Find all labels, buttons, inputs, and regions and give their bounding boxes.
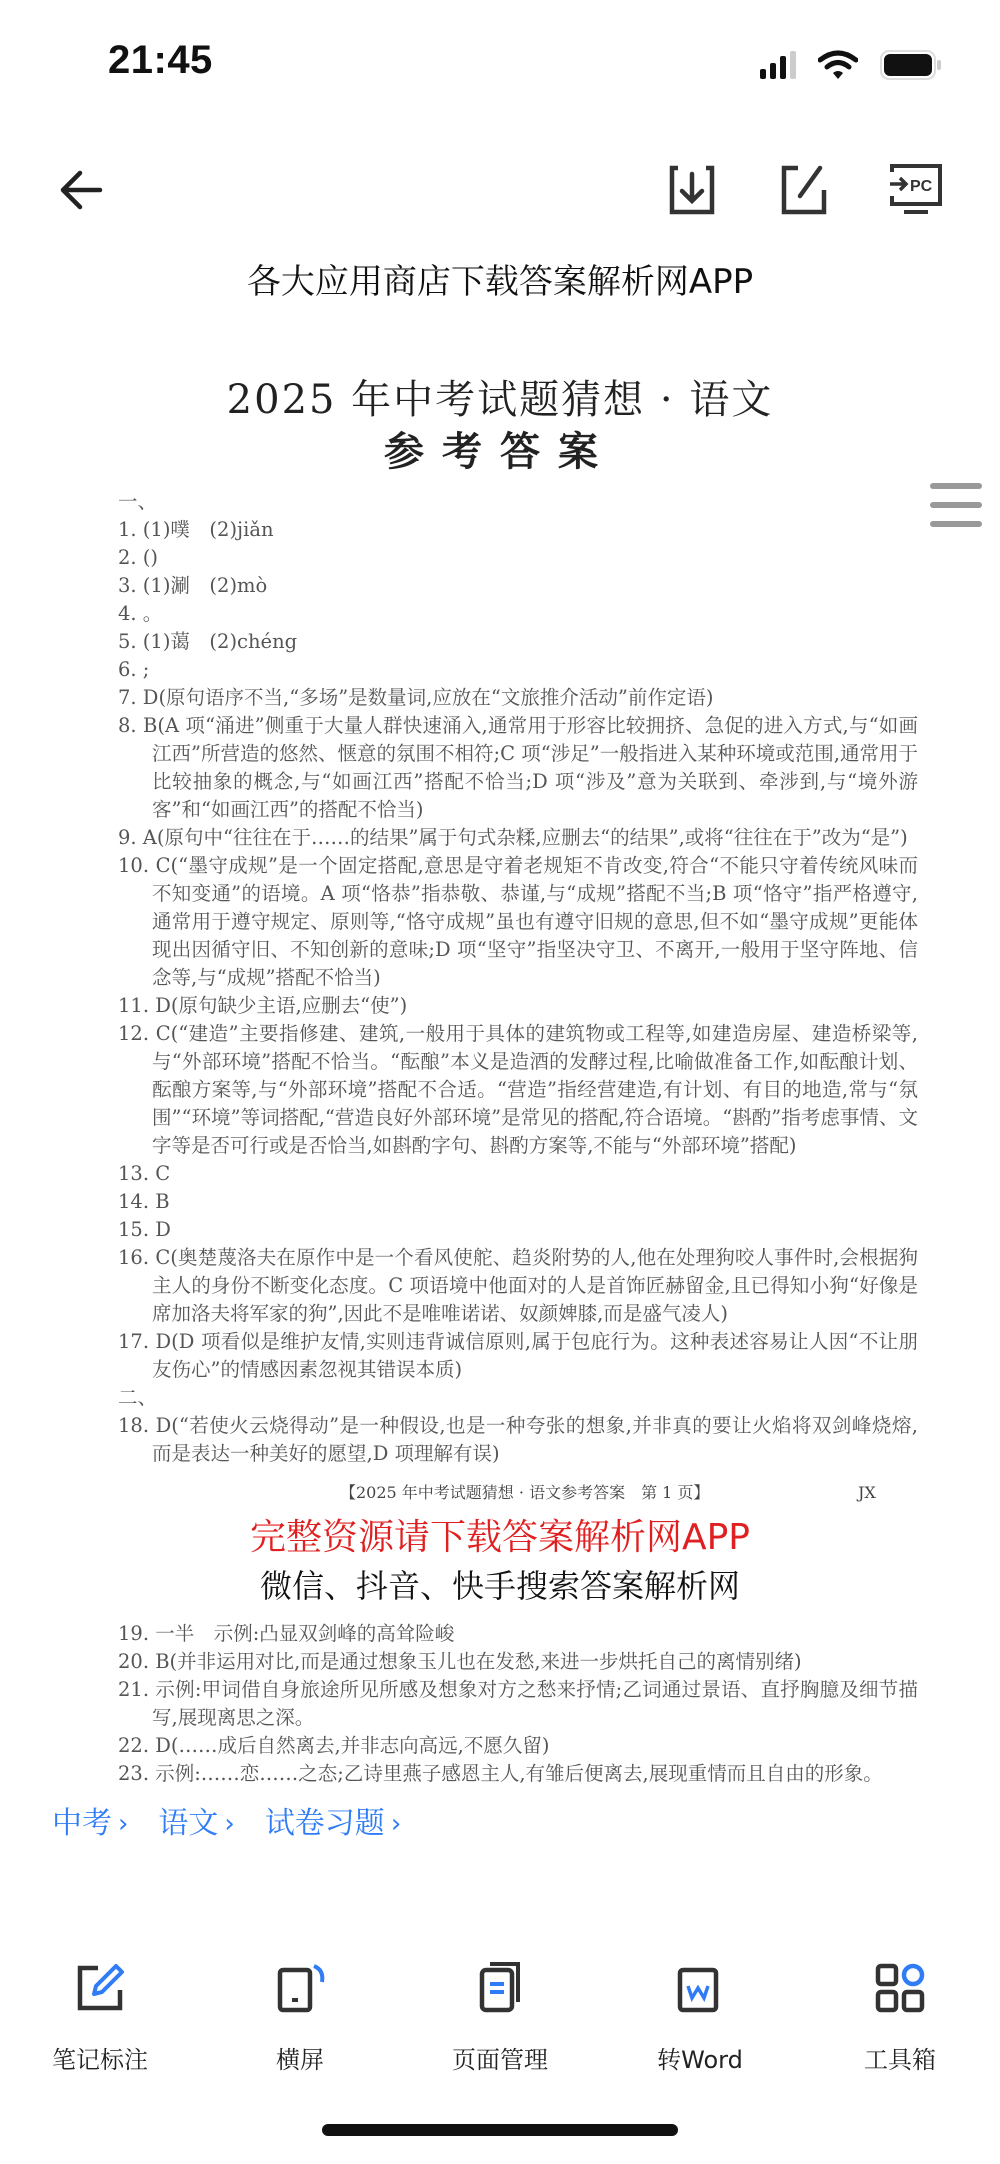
answer-item: 14. B (118, 1190, 170, 1213)
page-footer-code: JX (858, 1483, 876, 1502)
rotate-landscape-icon (272, 1960, 328, 2016)
chevron-right-icon: › (118, 1809, 129, 1839)
breadcrumb-label: 中考 (52, 1806, 112, 1841)
landscape-button[interactable] (210, 1960, 390, 2090)
answer-item: 9. A(原句中“往往在于……的结果”属于句式杂糅,应删去“的结果”,或将“往往在于”改为“是”) (118, 826, 908, 849)
answer-page-1 (118, 488, 918, 1468)
page-footer-text: 【2025 年中考试题猜想 · 语文参考答案 第 1 页】 (340, 1483, 710, 1502)
watermark-top-left: 各大应用商店下载答案解析网APP (246, 262, 754, 302)
answer-item: 16. C(奥楚蔑洛夫在原作中是一个看风使舵、趋炎附势的人,他在处理狗咬人事件时,会根据狗主人的身份不断变化态度。C 项语境中他面对的人是首饰匠赫留金,且已得知小狗“好像是席加洛夫将军家的狗”,因此不是唯唯诺诺、奴颜婢膝,而是盛气凌人) (118, 1246, 918, 1325)
note-annotate-button[interactable] (10, 1960, 190, 2090)
page-gap (0, 1510, 1000, 1614)
chevron-right-icon: › (390, 1809, 402, 1839)
status-time: 21:45 (108, 38, 213, 82)
page-footer (0, 1476, 1000, 1510)
breadcrumb-label: 语文 (158, 1806, 219, 1841)
answer-item: 10. C(“墨守成规”是一个固定搭配,意思是守着老规矩不肯改变,符合“不能只守着传统风味而不知变通”的语境。A 项“恪恭”指恭敬、恭谨,与“成规”搭配不当;B 项“恪守”指严格遵守,通常用于遵守规定、原则等,“恪守成规”虽也有遵守旧规的意思,但不如“墨守成规”更能体现出因循守旧、不知创新的意味;D 项“坚守”指坚决守卫、不离开,一般用于坚守阵地、信念等,与“成规”搭配不恰当) (118, 854, 918, 989)
answer-item: 1. (1)噗 (2)jiǎn (118, 518, 274, 541)
answer-item: 7. D(原句语序不当,“多场”是数量词,应放在“文旅推介活动”前作定语) (118, 686, 714, 709)
answer-item: 15. D (118, 1218, 171, 1241)
toolbar-label: 转Word (657, 2046, 743, 2074)
answer-item: 8. B(A 项“涌进”侧重于大量人群快速涌入,通常用于形容比较拥挤、急促的进入方式,与“如画江西”所营造的悠然、惬意的氛围不相符;C 项“涉足”一般指进入某种环境或范围,通常用于比较抽象的概念,与“如画江西”搭配不恰当;D 项“涉及”意为关联到、牵涉到,与“境外游客”和“如画江西”的搭配不恰当) (118, 714, 918, 821)
page-manage-icon (472, 1960, 528, 2016)
answer-item: 18. D(“若使火云烧得动”是一种假设,也是一种夸张的想象,并非真的要让火焰将双剑峰烧熔,而是表达一种美好的愿望,D 项理解有误) (118, 1414, 918, 1465)
answer-item: 21. 示例:甲词借自身旅途所见所感及想象对方之愁来抒情;乙词通过景语、直抒胸臆及细节描写,展现离思之深。 (118, 1678, 918, 1729)
toolbar-label: 笔记标注 (52, 2046, 148, 2074)
answer-item: 3. (1)涮 (2)mò (118, 574, 268, 597)
chevron-right-icon: › (224, 1809, 235, 1839)
answer-item: 6. ; (118, 658, 150, 681)
answer-item: 4. 。 (118, 602, 163, 625)
answer-item: 13. C (118, 1162, 171, 1185)
share-icon[interactable] (774, 160, 834, 220)
back-arrow-icon[interactable] (52, 160, 112, 220)
download-icon[interactable] (662, 160, 722, 220)
answer-item: 5. (1)蔼 (2)chéng (118, 630, 298, 653)
document-subtitle: 参考答案 (384, 428, 616, 475)
breadcrumb (0, 1798, 1000, 1850)
answer-item: 23. 示例:……恋……之态;乙诗里燕子感恩主人,有雏后便离去,展现重情而且自由的形象。 (118, 1762, 883, 1785)
breadcrumb-item-zhongkao[interactable] (52, 1804, 128, 1844)
toolbar-label: 工具箱 (864, 2046, 936, 2074)
document-flow (0, 488, 1000, 1850)
answer-page-2 (118, 1620, 918, 1788)
edit-note-icon (72, 1960, 128, 2016)
answer-item: 20. B(并非运用对比,而是通过想象玉儿也在发愁,来进一步烘托自己的离情别绪) (118, 1650, 802, 1673)
wifi-icon (818, 50, 858, 80)
breadcrumb-item-exam-exercises[interactable] (265, 1804, 401, 1844)
answer-item: 11. D(原句缺少主语,应删去“使”) (118, 994, 408, 1017)
battery-icon (880, 50, 942, 80)
breadcrumb-item-yuwen[interactable] (158, 1804, 234, 1844)
answer-item: 二、 (118, 1386, 158, 1409)
page-manage-button[interactable] (410, 1960, 590, 2090)
cellular-signal-icon (760, 51, 796, 79)
pc-label: PC (910, 178, 933, 195)
convert-word-icon (672, 1960, 728, 2016)
answer-item: 2. () (118, 546, 159, 569)
convert-word-button[interactable] (610, 1960, 790, 2090)
answer-item: 一、 (118, 490, 158, 513)
answer-item: 12. C(“建造”主要指修建、建筑,一般用于具体的建筑物或工程等,如建造房屋、建造桥梁等,与“外部环境”搭配不恰当。“酝酿”本义是造酒的发酵过程,比喻做准备工作,如酝酿计划、酝酿方案等,与“外部环境”搭配不合适。“营造”指经营建造,有计划、有目的地造,常与“氛围”“环境”等词搭配,“营造良好外部环境”是常见的搭配,符合语境。“斟酌”指考虑事情、文字等是否可行或是否恰当,如斟酌字句、斟酌方案等,不能与“外部环境”搭配) (118, 1022, 918, 1157)
watermark-bottom-right: 微信、抖音、快手搜索答案解析网 (259, 1567, 740, 1605)
toolbar-label: 横屏 (276, 2046, 324, 2074)
answer-item: 17. D(D 项看似是维护友情,实则违背诚信原则,属于包庇行为。这种表述容易让人因“不让朋友伤心”的情感因素忽视其错误本质) (118, 1330, 918, 1381)
document-title: 2025 年中考试题猜想 · 语文 (226, 377, 774, 423)
answer-item: 19. 一半 示例:凸显双剑峰的高耸险峻 (118, 1622, 455, 1645)
toolbox-button[interactable] (810, 1960, 990, 2090)
breadcrumb-label: 试卷习题 (264, 1806, 385, 1841)
toolbar-label: 页面管理 (452, 2046, 548, 2074)
watermark-center: 完整资源请下载答案解析网APP (249, 1517, 751, 1558)
status-icons (760, 50, 942, 80)
home-indicator[interactable] (322, 2124, 678, 2136)
send-to-pc-icon[interactable] (886, 160, 946, 220)
answer-item: 22. D(……成后自然离去,并非志向高远,不愿久留) (118, 1734, 550, 1757)
bottom-toolbar (0, 1960, 1000, 2090)
toolbox-icon (872, 1960, 928, 2016)
